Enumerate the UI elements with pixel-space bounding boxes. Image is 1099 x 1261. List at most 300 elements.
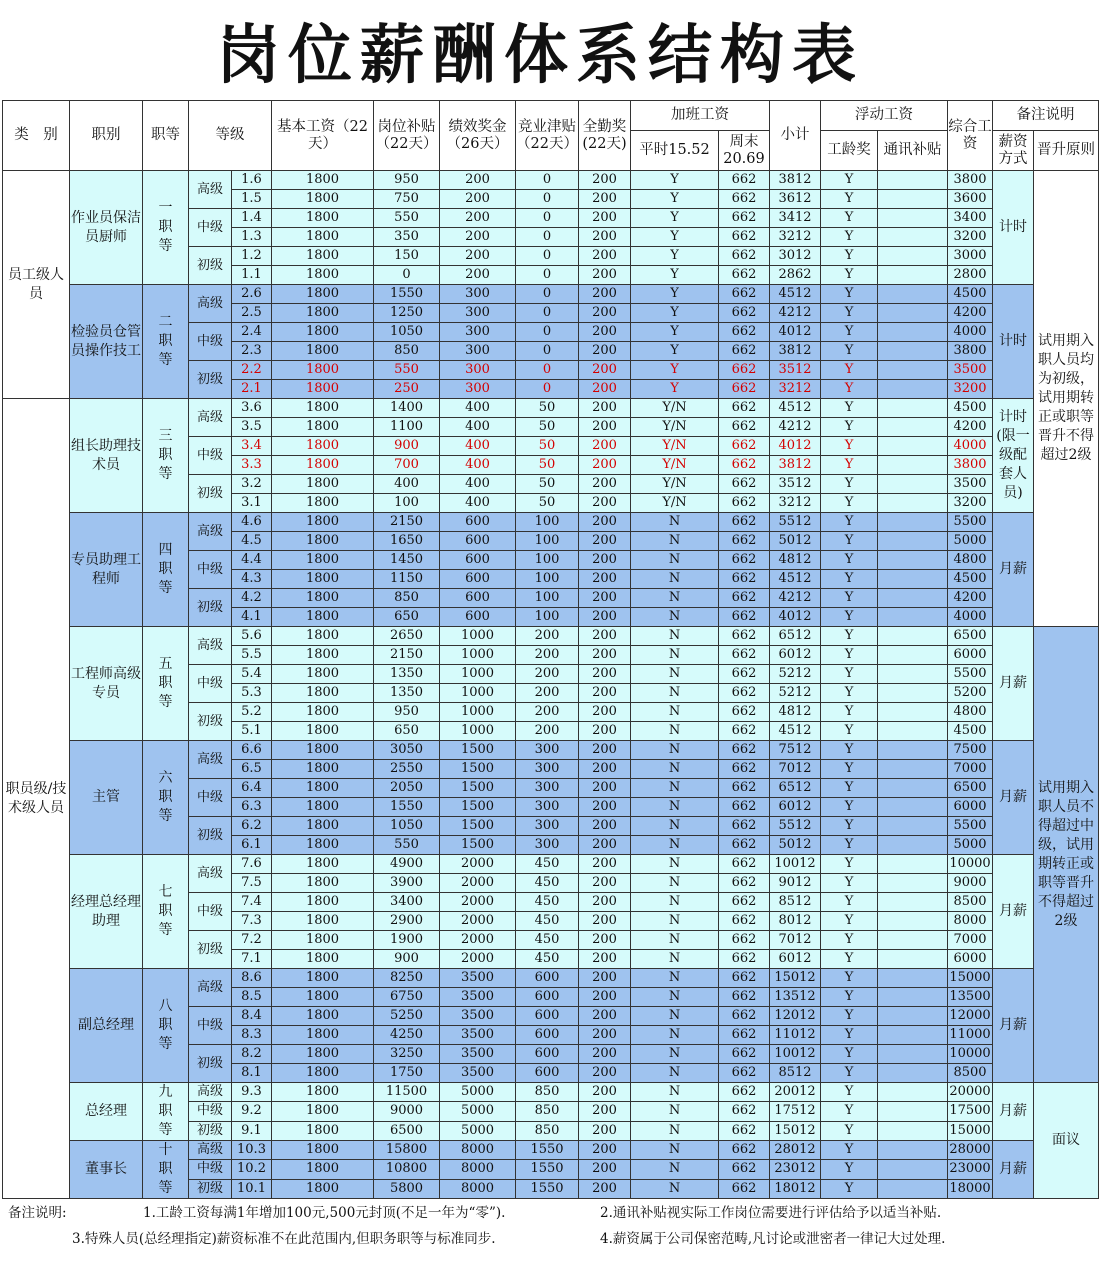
competition-allowance-cell: 0 [516,361,579,380]
communication-cell [878,760,948,779]
grade-level-cell: 初级 [189,361,232,399]
base-salary-cell: 1800 [272,1064,374,1083]
grade-code-cell: 5.5 [232,646,272,665]
total-cell: 12000 [948,1007,993,1026]
attendance-bonus-cell: 200 [579,1045,631,1064]
seniority-cell: Y [821,323,878,342]
subtotal-cell: 20012 [770,1083,821,1102]
base-salary-cell: 1800 [272,1102,374,1121]
overtime-weekend-cell: 662 [719,703,770,722]
communication-cell [878,722,948,741]
total-cell: 5000 [948,836,993,855]
total-cell: 28000 [948,1141,993,1160]
grade-level-cell: 高级 [189,969,232,1007]
base-salary-cell: 1800 [272,931,374,950]
competition-allowance-cell: 200 [516,703,579,722]
subtotal-cell: 15012 [770,1121,821,1140]
subtotal-cell: 3812 [770,456,821,475]
overtime-weekday-cell: N [631,1160,719,1179]
post-allowance-cell: 1050 [374,323,440,342]
grade-code-cell: 5.1 [232,722,272,741]
table-row [3,855,1099,874]
position-cell: 专员助理工程师 [70,513,143,627]
subtotal-cell: 4012 [770,608,821,627]
seniority-cell: Y [821,893,878,912]
rank-cell: 五职等 [143,627,189,741]
performance-bonus-cell: 1500 [440,798,516,817]
total-cell: 4200 [948,589,993,608]
communication-cell [878,1102,948,1121]
performance-bonus-cell: 400 [440,418,516,437]
subtotal-cell: 28012 [770,1141,821,1160]
grade-code-cell: 5.6 [232,627,272,646]
base-salary-cell: 1800 [272,1141,374,1160]
subtotal-cell: 8012 [770,912,821,931]
competition-allowance-cell: 100 [516,513,579,532]
overtime-weekday-cell: Y [631,190,719,209]
overtime-weekend-cell: 662 [719,969,770,988]
seniority-cell: Y [821,988,878,1007]
grade-code-cell: 2.2 [232,361,272,380]
seniority-cell: Y [821,247,878,266]
total-cell: 20000 [948,1083,993,1102]
grade-code-cell: 6.3 [232,798,272,817]
base-salary-cell: 1800 [272,494,374,513]
grade-level-cell: 高级 [189,171,232,209]
overtime-weekend-cell: 662 [719,1102,770,1121]
grade-level-cell: 高级 [189,513,232,551]
overtime-weekday-cell: Y [631,361,719,380]
seniority-cell: Y [821,1102,878,1121]
seniority-cell: Y [821,741,878,760]
seniority-cell: Y [821,475,878,494]
overtime-weekend-cell: 662 [719,931,770,950]
competition-allowance-cell: 50 [516,418,579,437]
overtime-weekday-cell: Y [631,342,719,361]
position-cell: 经理总经理助理 [70,855,143,969]
grade-level-cell: 中级 [189,1102,232,1121]
post-allowance-cell: 3900 [374,874,440,893]
performance-bonus-cell: 400 [440,399,516,418]
overtime-weekend-cell: 662 [719,893,770,912]
base-salary-cell: 1800 [272,950,374,969]
base-salary-cell: 1800 [272,893,374,912]
communication-cell [878,171,948,190]
grade-code-cell: 4.1 [232,608,272,627]
grade-code-cell: 8.4 [232,1007,272,1026]
competition-allowance-cell: 850 [516,1083,579,1102]
total-cell: 10000 [948,855,993,874]
overtime-weekend-cell: 662 [719,836,770,855]
grade-level-cell: 高级 [189,741,232,779]
communication-cell [878,646,948,665]
overtime-weekend-cell: 662 [719,247,770,266]
seniority-cell: Y [821,627,878,646]
grade-code-cell: 5.4 [232,665,272,684]
overtime-weekday-cell: N [631,608,719,627]
performance-bonus-cell: 300 [440,361,516,380]
overtime-weekend-cell: 662 [719,665,770,684]
attendance-bonus-cell: 200 [579,513,631,532]
grade-level-cell: 高级 [189,855,232,893]
total-cell: 8000 [948,912,993,931]
grade-code-cell: 10.1 [232,1179,272,1198]
communication-cell [878,931,948,950]
seniority-cell: Y [821,779,878,798]
header-floating: 浮动工资 [821,101,948,131]
competition-allowance-cell: 1550 [516,1179,579,1198]
post-allowance-cell: 900 [374,950,440,969]
grade-code-cell: 9.2 [232,1102,272,1121]
seniority-cell: Y [821,456,878,475]
total-cell: 3800 [948,171,993,190]
overtime-weekday-cell: N [631,532,719,551]
communication-cell [878,893,948,912]
overtime-weekend-cell: 662 [719,532,770,551]
subtotal-cell: 5512 [770,513,821,532]
seniority-cell: Y [821,304,878,323]
subtotal-cell: 3212 [770,494,821,513]
overtime-weekend-cell: 662 [719,1007,770,1026]
communication-cell [878,494,948,513]
attendance-bonus-cell: 200 [579,190,631,209]
position-cell: 作业员保洁员厨师 [70,171,143,285]
seniority-cell: Y [821,1160,878,1179]
overtime-weekend-cell: 662 [719,760,770,779]
total-cell: 7500 [948,741,993,760]
performance-bonus-cell: 5000 [440,1121,516,1140]
base-salary-cell: 1800 [272,551,374,570]
subtotal-cell: 3812 [770,342,821,361]
overtime-weekday-cell: N [631,1064,719,1083]
performance-bonus-cell: 3500 [440,969,516,988]
communication-cell [878,627,948,646]
communication-cell [878,1160,948,1179]
attendance-bonus-cell: 200 [579,494,631,513]
overtime-weekday-cell: N [631,855,719,874]
post-allowance-cell: 3400 [374,893,440,912]
header-base-salary: 基本工资（22天） [272,101,374,171]
attendance-bonus-cell: 200 [579,285,631,304]
pay-method-cell: 月薪 [993,1141,1034,1199]
overtime-weekday-cell: N [631,665,719,684]
overtime-weekday-cell: Y [631,380,719,399]
grade-code-cell: 6.2 [232,817,272,836]
competition-allowance-cell: 450 [516,874,579,893]
total-cell: 3400 [948,209,993,228]
base-salary-cell: 1800 [272,304,374,323]
seniority-cell: Y [821,836,878,855]
grade-level-cell: 中级 [189,551,232,589]
competition-allowance-cell: 50 [516,399,579,418]
competition-allowance-cell: 200 [516,722,579,741]
competition-allowance-cell: 0 [516,171,579,190]
promotion-rule-cell: 试用期入职人员不得超过中级，试用期转正或职等晋升不得超过2级 [1034,627,1099,1083]
attendance-bonus-cell: 200 [579,228,631,247]
communication-cell [878,266,948,285]
subtotal-cell: 3412 [770,209,821,228]
performance-bonus-cell: 3500 [440,1026,516,1045]
overtime-weekday-cell: N [631,760,719,779]
attendance-bonus-cell: 200 [579,418,631,437]
base-salary-cell: 1800 [272,418,374,437]
grade-code-cell: 7.5 [232,874,272,893]
total-cell: 4000 [948,323,993,342]
grade-code-cell: 3.3 [232,456,272,475]
competition-allowance-cell: 600 [516,1007,579,1026]
total-cell: 3200 [948,380,993,399]
base-salary-cell: 1800 [272,1045,374,1064]
attendance-bonus-cell: 200 [579,779,631,798]
base-salary-cell: 1800 [272,475,374,494]
header-position: 职别 [70,101,143,171]
competition-allowance-cell: 50 [516,456,579,475]
overtime-weekend-cell: 662 [719,380,770,399]
base-salary-cell: 1800 [272,608,374,627]
pay-method-cell: 月薪 [993,1083,1034,1141]
overtime-weekend-cell: 662 [719,1064,770,1083]
rank-cell: 二职等 [143,285,189,399]
attendance-bonus-cell: 200 [579,760,631,779]
performance-bonus-cell: 3500 [440,1045,516,1064]
base-salary-cell: 1800 [272,532,374,551]
overtime-weekend-cell: 662 [719,304,770,323]
base-salary-cell: 1800 [272,1179,374,1198]
grade-code-cell: 7.4 [232,893,272,912]
overtime-weekday-cell: Y/N [631,399,719,418]
header-promotion: 晋升原则 [1034,131,1099,171]
overtime-weekend-cell: 662 [719,1083,770,1102]
performance-bonus-cell: 600 [440,551,516,570]
overtime-weekend-cell: 662 [719,209,770,228]
overtime-weekend-cell: 662 [719,1160,770,1179]
attendance-bonus-cell: 200 [579,551,631,570]
performance-bonus-cell: 400 [440,437,516,456]
overtime-weekend-cell: 662 [719,1179,770,1198]
competition-allowance-cell: 0 [516,323,579,342]
total-cell: 3800 [948,456,993,475]
post-allowance-cell: 8250 [374,969,440,988]
seniority-cell: Y [821,1045,878,1064]
total-cell: 3600 [948,190,993,209]
subtotal-cell: 4512 [770,285,821,304]
base-salary-cell: 1800 [272,323,374,342]
seniority-cell: Y [821,171,878,190]
performance-bonus-cell: 200 [440,171,516,190]
total-cell: 3000 [948,247,993,266]
grade-level-cell: 中级 [189,893,232,931]
subtotal-cell: 8512 [770,893,821,912]
pay-method-cell: 月薪 [993,969,1034,1083]
note-4: 4.薪资属于公司保密范畴,凡讨论或泄密者一律记大过处理. [600,1231,946,1247]
performance-bonus-cell: 8000 [440,1179,516,1198]
performance-bonus-cell: 2000 [440,931,516,950]
subtotal-cell: 3812 [770,171,821,190]
grade-code-cell: 2.1 [232,380,272,399]
subtotal-cell: 3212 [770,380,821,399]
competition-allowance-cell: 850 [516,1102,579,1121]
overtime-weekend-cell: 662 [719,361,770,380]
communication-cell [878,456,948,475]
category-cell: 职员级/技术级人员 [3,399,70,1199]
grade-level-cell: 高级 [189,1083,232,1102]
total-cell: 6000 [948,798,993,817]
grade-level-cell: 初级 [189,1121,232,1140]
overtime-weekend-cell: 662 [719,228,770,247]
grade-code-cell: 8.1 [232,1064,272,1083]
total-cell: 3200 [948,228,993,247]
subtotal-cell: 4512 [770,399,821,418]
post-allowance-cell: 1250 [374,304,440,323]
subtotal-cell: 4212 [770,304,821,323]
attendance-bonus-cell: 200 [579,589,631,608]
base-salary-cell: 1800 [272,285,374,304]
subtotal-cell: 4212 [770,418,821,437]
pay-method-cell: 计时 [993,285,1034,399]
post-allowance-cell: 6750 [374,988,440,1007]
base-salary-cell: 1800 [272,1083,374,1102]
post-allowance-cell: 1650 [374,532,440,551]
performance-bonus-cell: 300 [440,285,516,304]
grade-code-cell: 6.1 [232,836,272,855]
attendance-bonus-cell: 200 [579,1160,631,1179]
grade-code-cell: 3.2 [232,475,272,494]
overtime-weekend-cell: 662 [719,418,770,437]
promotion-rule-cell: 试用期入职人员均为初级，试用期转正或职等晋升不得超过2级 [1034,171,1099,627]
subtotal-cell: 4812 [770,551,821,570]
total-cell: 5200 [948,684,993,703]
post-allowance-cell: 550 [374,836,440,855]
seniority-cell: Y [821,912,878,931]
grade-code-cell: 8.2 [232,1045,272,1064]
performance-bonus-cell: 1000 [440,722,516,741]
seniority-cell: Y [821,931,878,950]
communication-cell [878,285,948,304]
communication-cell [878,209,948,228]
attendance-bonus-cell: 200 [579,266,631,285]
communication-cell [878,247,948,266]
total-cell: 23000 [948,1160,993,1179]
seniority-cell: Y [821,950,878,969]
subtotal-cell: 3512 [770,361,821,380]
total-cell: 5500 [948,665,993,684]
communication-cell [878,703,948,722]
grade-level-cell: 高级 [189,1141,232,1160]
overtime-weekday-cell: Y/N [631,475,719,494]
base-salary-cell: 1800 [272,437,374,456]
competition-allowance-cell: 600 [516,969,579,988]
grade-code-cell: 3.5 [232,418,272,437]
overtime-weekday-cell: N [631,589,719,608]
seniority-cell: Y [821,798,878,817]
overtime-weekend-cell: 662 [719,589,770,608]
attendance-bonus-cell: 200 [579,836,631,855]
attendance-bonus-cell: 200 [579,798,631,817]
subtotal-cell: 7012 [770,760,821,779]
rank-cell: 十职等 [143,1141,189,1199]
table-row [3,399,1099,418]
total-cell: 18000 [948,1179,993,1198]
post-allowance-cell: 850 [374,589,440,608]
communication-cell [878,741,948,760]
performance-bonus-cell: 1000 [440,646,516,665]
base-salary-cell: 1800 [272,665,374,684]
grade-level-cell: 中级 [189,1160,232,1179]
total-cell: 8500 [948,1064,993,1083]
seniority-cell: Y [821,1179,878,1198]
position-cell: 主管 [70,741,143,855]
overtime-weekend-cell: 662 [719,494,770,513]
overtime-weekday-cell: N [631,570,719,589]
grade-code-cell: 7.6 [232,855,272,874]
overtime-weekday-cell: Y/N [631,494,719,513]
header-total: 综合工资 [948,101,993,171]
competition-allowance-cell: 300 [516,760,579,779]
competition-allowance-cell: 600 [516,1064,579,1083]
total-cell: 3200 [948,494,993,513]
seniority-cell: Y [821,760,878,779]
base-salary-cell: 1800 [272,361,374,380]
seniority-cell: Y [821,361,878,380]
performance-bonus-cell: 3500 [440,1064,516,1083]
subtotal-cell: 7012 [770,931,821,950]
overtime-weekend-cell: 662 [719,570,770,589]
competition-allowance-cell: 300 [516,817,579,836]
competition-allowance-cell: 0 [516,304,579,323]
overtime-weekend-cell: 662 [719,817,770,836]
seniority-cell: Y [821,399,878,418]
post-allowance-cell: 100 [374,494,440,513]
subtotal-cell: 3212 [770,228,821,247]
grade-code-cell: 4.2 [232,589,272,608]
communication-cell [878,361,948,380]
base-salary-cell: 1800 [272,228,374,247]
position-cell: 组长助理技术员 [70,399,143,513]
attendance-bonus-cell: 200 [579,171,631,190]
overtime-weekday-cell: Y/N [631,437,719,456]
total-cell: 4500 [948,285,993,304]
rank-cell: 七职等 [143,855,189,969]
competition-allowance-cell: 1550 [516,1141,579,1160]
overtime-weekday-cell: Y/N [631,418,719,437]
grade-code-cell: 1.6 [232,171,272,190]
grade-code-cell: 1.4 [232,209,272,228]
communication-cell [878,874,948,893]
overtime-weekday-cell: N [631,646,719,665]
subtotal-cell: 2862 [770,266,821,285]
seniority-cell: Y [821,380,878,399]
overtime-weekend-cell: 662 [719,608,770,627]
promotion-rule-cell: 面议 [1034,1083,1099,1199]
total-cell: 4500 [948,399,993,418]
communication-cell [878,1083,948,1102]
base-salary-cell: 1800 [272,209,374,228]
performance-bonus-cell: 1500 [440,760,516,779]
post-allowance-cell: 400 [374,475,440,494]
communication-cell [878,912,948,931]
attendance-bonus-cell: 200 [579,380,631,399]
overtime-weekend-cell: 662 [719,798,770,817]
overtime-weekend-cell: 662 [719,646,770,665]
base-salary-cell: 1800 [272,722,374,741]
competition-allowance-cell: 450 [516,893,579,912]
grade-code-cell: 9.3 [232,1083,272,1102]
total-cell: 13500 [948,988,993,1007]
overtime-weekend-cell: 662 [719,912,770,931]
attendance-bonus-cell: 200 [579,323,631,342]
overtime-weekday-cell: Y [631,304,719,323]
base-salary-cell: 1800 [272,570,374,589]
